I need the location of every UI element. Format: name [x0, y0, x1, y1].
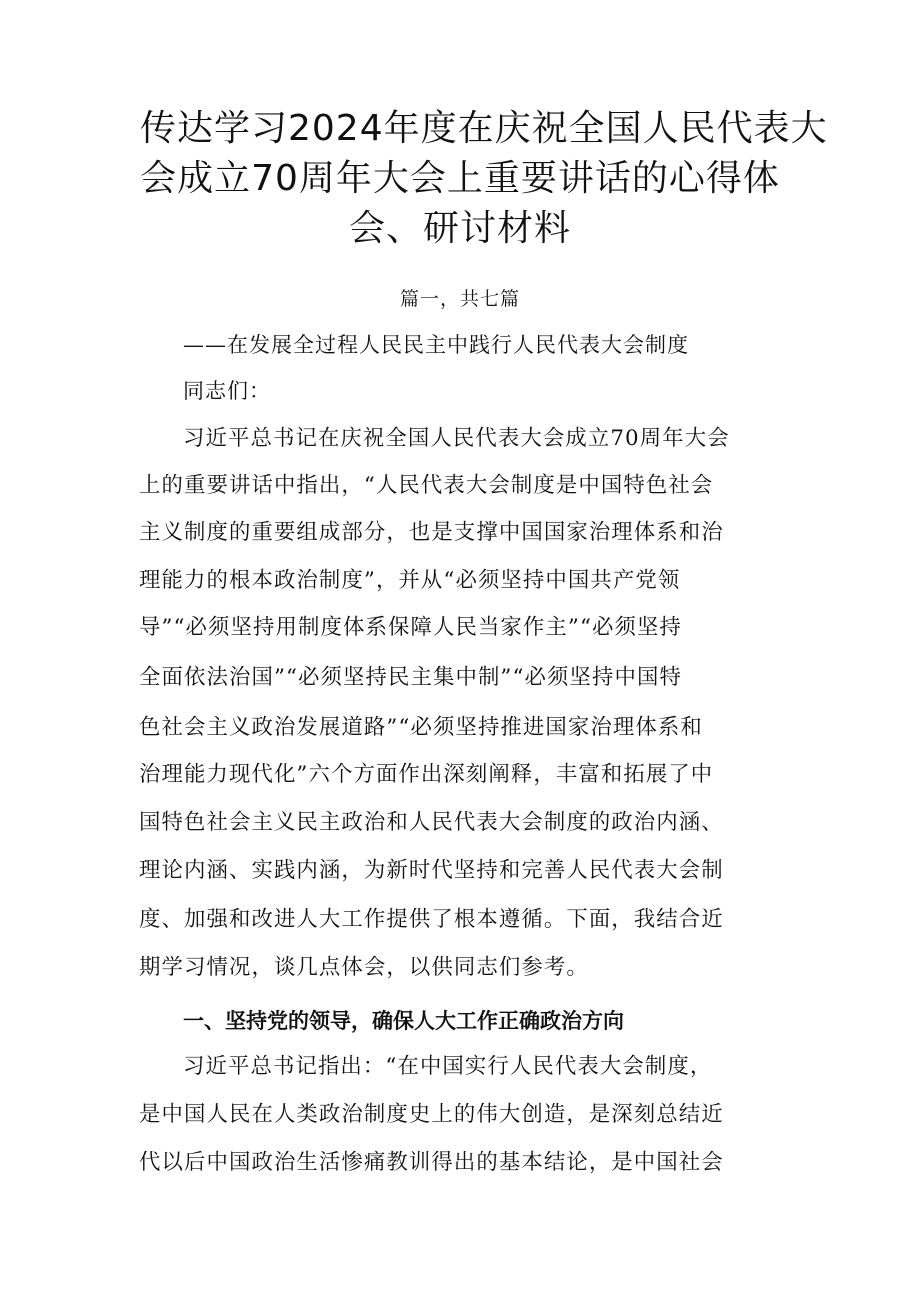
paragraph-line: 期学习情况，谈几点体会，以供同志们参考。	[139, 955, 589, 980]
paragraph-line: 理能力的根本政治制度”，并从“必须坚持中国共产党领	[139, 568, 681, 593]
paragraph-line: 习近平总书记指出：“在中国实行人民代表大会制度，	[183, 1054, 713, 1079]
title-line-2: 会成立70周年大会上重要讲话的心得体	[140, 158, 780, 199]
paragraph-line: 代以后中国政治生活惨痛教训得出的基本结论，是中国社会	[139, 1150, 724, 1175]
paragraph-line: 理论内涵、实践内涵，为新时代坚持和完善人民代表大会制	[139, 858, 724, 883]
greeting: 同志们：	[183, 379, 271, 403]
paragraph-line: 色社会主义政治发展道路”“必须坚持推进国家治理体系和	[139, 715, 703, 740]
document-tagline: ——在发展全过程人民民主中践行人民代表大会制度	[183, 333, 689, 357]
paragraph-line: 导”“必须坚持用制度体系保障人民当家作主”“必须坚持	[139, 615, 682, 640]
title-line-3: 会、研讨材料	[348, 208, 571, 249]
paragraph-line: 主义制度的重要组成部分，也是支撑中国国家治理体系和治	[139, 520, 724, 545]
paragraph-line: 上的重要讲话中指出，“人民代表大会制度是中国特色社会	[139, 473, 714, 498]
paragraph-line: 度、加强和改进人大工作提供了根本遵循。下面，我结合近	[139, 907, 724, 932]
paragraph-line: 是中国人民在人类政治制度史上的伟大创造，是深刻总结近	[139, 1102, 724, 1127]
paragraph-line: 习近平总书记在庆祝全国人民代表大会成立70周年大会	[183, 426, 730, 451]
section-1-heading: 一、坚持党的领导，确保人大工作正确政治方向	[183, 1009, 624, 1033]
paragraph-line: 国特色社会主义民主政治和人民代表大会制度的政治内涵、	[139, 810, 724, 835]
paragraph-line: 治理能力现代化”六个方面作出深刻阐释，丰富和拓展了中	[139, 762, 714, 787]
paragraph-line: 全面依法治国”“必须坚持民主集中制”“必须坚持中国特	[139, 665, 682, 690]
document-title	[140, 104, 828, 254]
title-line-1: 传达学习2024年度在庆祝全国人民代表大	[140, 108, 828, 149]
document-subtitle: 篇一，共七篇	[399, 288, 520, 310]
